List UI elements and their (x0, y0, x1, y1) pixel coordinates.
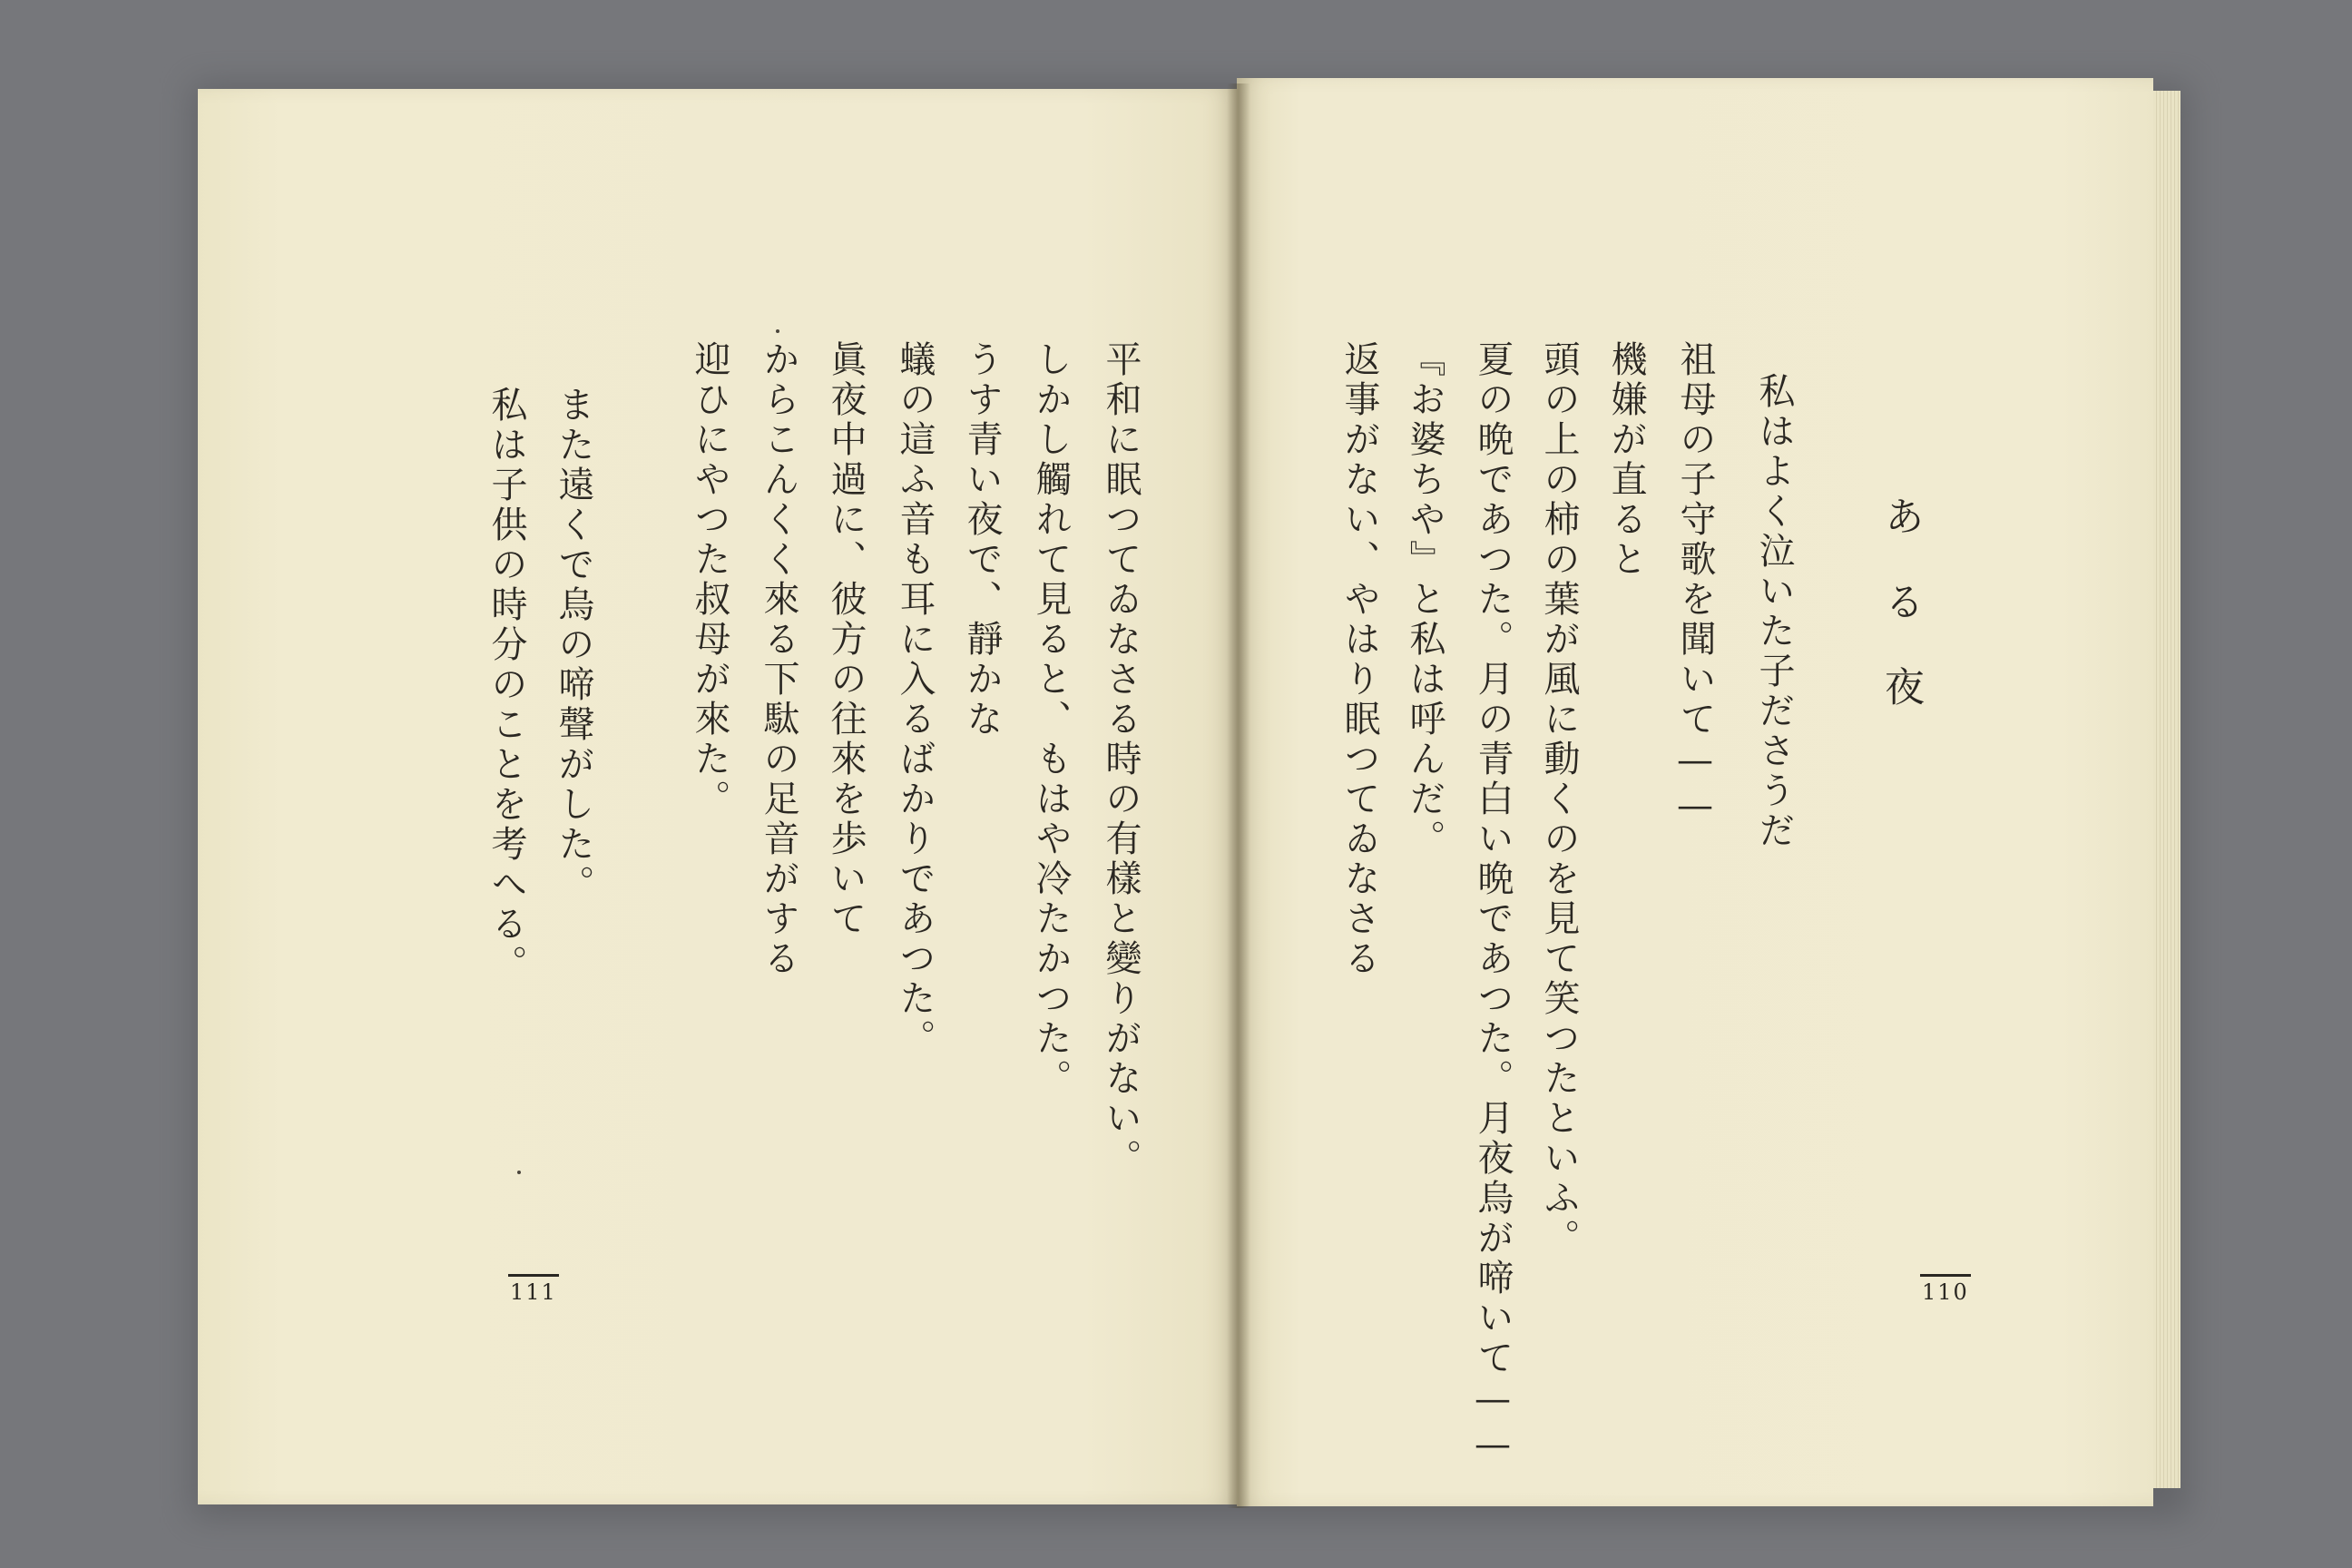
left-line-1: 平和に眠つてゐなさる時の有樣と變りがない。 (1100, 340, 1142, 1179)
print-speck (776, 329, 779, 333)
left-line-7: 迎ひにやつた叔母が來た。 (689, 340, 730, 819)
page-block-edge-right (2153, 91, 2180, 1488)
left-line-5: 眞夜中過に、彼方の往來を歩いて (825, 340, 867, 939)
poem-title: ある夜 (1877, 495, 1924, 751)
page-number-right: 110 (1922, 1279, 1969, 1305)
book-gutter (1227, 83, 1250, 1508)
page-number-left: 111 (510, 1279, 557, 1305)
left-line-9: 私は子供の時分のことを考へる。 (485, 386, 527, 985)
print-speck (517, 1171, 521, 1174)
left-line-6: からこんくく來る下駄の足音がする (758, 340, 799, 979)
left-line-2: しかし觸れて見ると、もはや冷たかつた。 (1030, 340, 1072, 1099)
right-line-1: 私はよく泣いた子ださうだ (1753, 372, 1795, 851)
left-line-8: また遠くで烏の啼聲がした。 (553, 386, 594, 905)
left-line-3: うす青い夜で、靜かな (961, 340, 1003, 740)
right-line-7: 返事がない、やはり眠つてゐなさる (1338, 340, 1380, 979)
right-line-5: 夏の晩であつた。月の青白い晩であつた。月夜烏が啼いて—— (1472, 340, 1514, 1469)
right-line-4: 頭の上の柿の葉が風に動くのを見て笑つたといふ。 (1538, 340, 1580, 1259)
right-line-2: 祖母の子守歌を聞いて—— (1674, 340, 1716, 830)
right-line-3: 機嫌が直ると (1605, 340, 1647, 580)
right-line-6: 『お婆ちや』と私は呼んだ。 (1404, 340, 1446, 859)
left-line-4: 蟻の這ふ音も耳に入るばかりであつた。 (894, 340, 936, 1059)
